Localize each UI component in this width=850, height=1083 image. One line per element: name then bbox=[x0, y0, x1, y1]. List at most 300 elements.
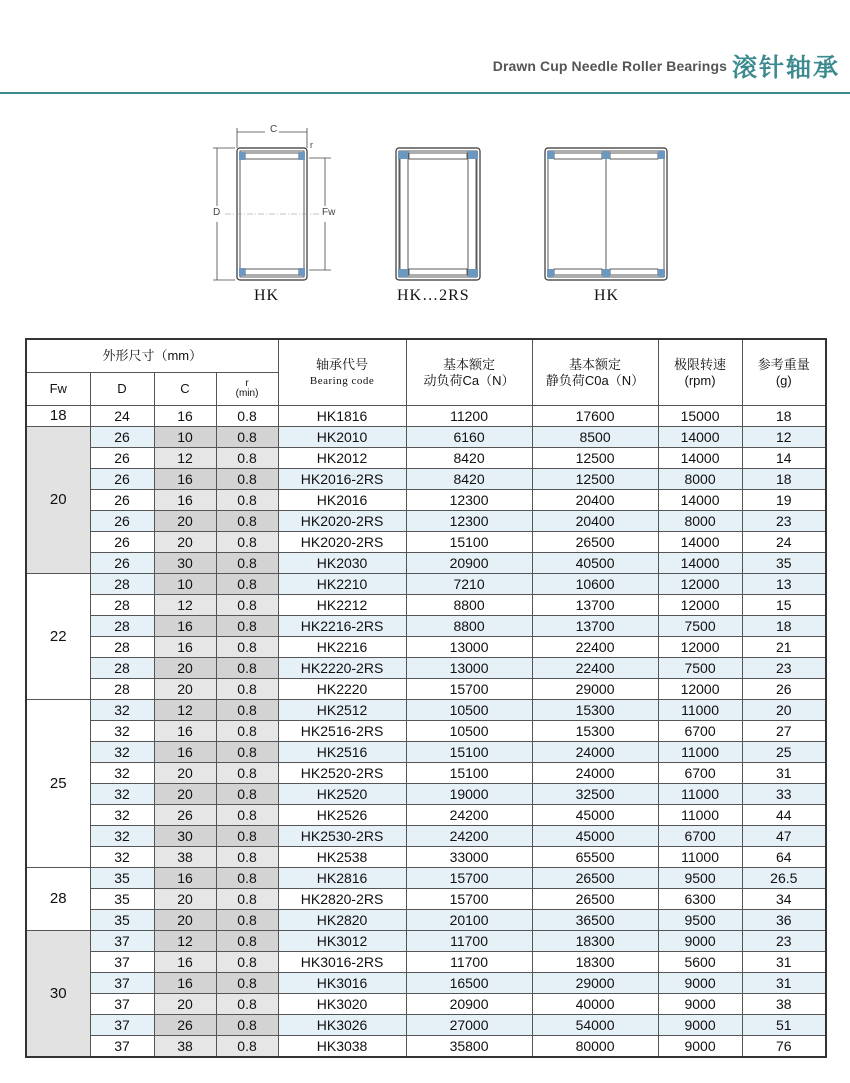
c-cell: 10 bbox=[154, 427, 216, 448]
d-cell: 28 bbox=[90, 574, 154, 595]
dynamic-load-header-l2: 动负荷Ca（N） bbox=[423, 372, 515, 388]
bearing-code-cell: HK2216 bbox=[278, 637, 406, 658]
weight-cell: 47 bbox=[742, 826, 826, 847]
d-cell: 26 bbox=[90, 511, 154, 532]
table-row bbox=[26, 406, 826, 427]
d-cell: 37 bbox=[90, 931, 154, 952]
dynamic-load-cell: 27000 bbox=[406, 1015, 532, 1036]
bearing-code-cell: HK2016-2RS bbox=[278, 469, 406, 490]
static-load-cell: 26500 bbox=[532, 889, 658, 910]
dynamic-load-cell: 12300 bbox=[406, 490, 532, 511]
bearing-code-cell: HK2816 bbox=[278, 868, 406, 889]
table-row bbox=[26, 868, 826, 889]
table-row bbox=[26, 679, 826, 700]
dynamic-load-cell: 19000 bbox=[406, 784, 532, 805]
static-load-cell: 40000 bbox=[532, 994, 658, 1015]
dynamic-load-header bbox=[406, 339, 532, 406]
dimensions-group-header: 外形尺寸（mm） bbox=[26, 339, 278, 373]
table-row bbox=[26, 637, 826, 658]
bearing-code-cell: HK2220-2RS bbox=[278, 658, 406, 679]
weight-cell: 19 bbox=[742, 490, 826, 511]
dim-fw-label: Fw bbox=[322, 207, 336, 218]
dynamic-load-cell: 33000 bbox=[406, 847, 532, 868]
d-cell: 35 bbox=[90, 889, 154, 910]
dim-c-label: C bbox=[270, 124, 278, 135]
static-load-cell: 24000 bbox=[532, 742, 658, 763]
spec-table-body bbox=[26, 406, 826, 1058]
speed-cell: 9500 bbox=[658, 868, 742, 889]
dynamic-load-cell: 24200 bbox=[406, 826, 532, 847]
bearing-code-cell: HK2012 bbox=[278, 448, 406, 469]
d-cell: 35 bbox=[90, 868, 154, 889]
d-cell: 26 bbox=[90, 532, 154, 553]
table-row bbox=[26, 826, 826, 847]
bearing-code-cell: HK2530-2RS bbox=[278, 826, 406, 847]
bearing-code-cell: HK3038 bbox=[278, 1036, 406, 1058]
table-row bbox=[26, 847, 826, 868]
dynamic-load-cell: 20100 bbox=[406, 910, 532, 931]
speed-cell: 6700 bbox=[658, 721, 742, 742]
d-cell: 32 bbox=[90, 721, 154, 742]
weight-cell: 31 bbox=[742, 952, 826, 973]
d-cell: 32 bbox=[90, 826, 154, 847]
weight-header-l2: (g) bbox=[775, 372, 792, 388]
header-title-cn: 滚针轴承 bbox=[731, 53, 840, 82]
r-cell: 0.8 bbox=[216, 595, 278, 616]
static-load-cell: 54000 bbox=[532, 1015, 658, 1036]
c-cell: 12 bbox=[154, 448, 216, 469]
d-cell: 37 bbox=[90, 994, 154, 1015]
static-load-cell: 26500 bbox=[532, 868, 658, 889]
static-load-cell: 15300 bbox=[532, 700, 658, 721]
bearing-code-header-en: Bearing code bbox=[309, 374, 375, 387]
dynamic-load-cell: 8800 bbox=[406, 595, 532, 616]
dynamic-load-cell: 13000 bbox=[406, 658, 532, 679]
static-load-cell: 13700 bbox=[532, 616, 658, 637]
speed-cell: 11000 bbox=[658, 742, 742, 763]
d-cell: 28 bbox=[90, 637, 154, 658]
speed-cell: 5600 bbox=[658, 952, 742, 973]
static-load-cell: 22400 bbox=[532, 637, 658, 658]
table-row bbox=[26, 616, 826, 637]
speed-cell: 11000 bbox=[658, 784, 742, 805]
dynamic-load-cell: 20900 bbox=[406, 994, 532, 1015]
static-load-cell: 15300 bbox=[532, 721, 658, 742]
d-cell: 37 bbox=[90, 973, 154, 994]
drawing-label-hk: HK bbox=[254, 287, 280, 304]
bearing-code-cell: HK2212 bbox=[278, 595, 406, 616]
r-cell: 0.8 bbox=[216, 1036, 278, 1058]
r-cell: 0.8 bbox=[216, 889, 278, 910]
c-cell: 16 bbox=[154, 406, 216, 427]
dynamic-load-cell: 24200 bbox=[406, 805, 532, 826]
bearing-code-cell: HK2210 bbox=[278, 574, 406, 595]
bearing-code-cell: HK2020-2RS bbox=[278, 532, 406, 553]
static-load-header-l1: 基本额定 bbox=[569, 356, 622, 372]
r-cell: 0.8 bbox=[216, 868, 278, 889]
speed-cell: 9500 bbox=[658, 910, 742, 931]
speed-cell: 6700 bbox=[658, 826, 742, 847]
fw-group-cell: 20 bbox=[26, 427, 90, 574]
r-cell: 0.8 bbox=[216, 847, 278, 868]
table-row bbox=[26, 511, 826, 532]
speed-header-l1: 极限转速 bbox=[674, 356, 727, 372]
table-row bbox=[26, 1015, 826, 1036]
r-cell: 0.8 bbox=[216, 637, 278, 658]
static-load-cell: 45000 bbox=[532, 805, 658, 826]
fw-group-cell: 30 bbox=[26, 931, 90, 1058]
table-row bbox=[26, 742, 826, 763]
c-cell: 16 bbox=[154, 469, 216, 490]
dynamic-load-cell: 15100 bbox=[406, 763, 532, 784]
static-load-cell: 40500 bbox=[532, 553, 658, 574]
bearing-code-cell: HK1816 bbox=[278, 406, 406, 427]
r-cell: 0.8 bbox=[216, 700, 278, 721]
speed-cell: 14000 bbox=[658, 427, 742, 448]
bearing-code-cell: HK3016 bbox=[278, 973, 406, 994]
bearing-code-cell: HK2538 bbox=[278, 847, 406, 868]
static-load-cell: 18300 bbox=[532, 931, 658, 952]
table-row bbox=[26, 910, 826, 931]
r-cell: 0.8 bbox=[216, 784, 278, 805]
bearing-code-cell: HK3026 bbox=[278, 1015, 406, 1036]
speed-cell: 12000 bbox=[658, 679, 742, 700]
r-cell: 0.8 bbox=[216, 469, 278, 490]
speed-cell: 14000 bbox=[658, 532, 742, 553]
c-cell: 16 bbox=[154, 742, 216, 763]
c-cell: 26 bbox=[154, 805, 216, 826]
d-cell: 37 bbox=[90, 952, 154, 973]
d-header: D bbox=[90, 373, 154, 406]
static-load-cell: 10600 bbox=[532, 574, 658, 595]
table-row bbox=[26, 658, 826, 679]
bearing-code-cell: HK2520-2RS bbox=[278, 763, 406, 784]
bearing-code-header-cn: 轴承代号 bbox=[316, 356, 369, 372]
speed-cell: 9000 bbox=[658, 1036, 742, 1058]
bearing-code-cell: HK2010 bbox=[278, 427, 406, 448]
c-cell: 16 bbox=[154, 952, 216, 973]
table-row bbox=[26, 763, 826, 784]
table-row bbox=[26, 994, 826, 1015]
speed-cell: 15000 bbox=[658, 406, 742, 427]
bearing-code-cell: HK2820 bbox=[278, 910, 406, 931]
speed-cell: 11000 bbox=[658, 700, 742, 721]
r-cell: 0.8 bbox=[216, 553, 278, 574]
weight-cell: 26 bbox=[742, 679, 826, 700]
dynamic-load-cell: 11700 bbox=[406, 952, 532, 973]
fw-group-cell: 18 bbox=[26, 406, 90, 427]
r-cell: 0.8 bbox=[216, 742, 278, 763]
weight-cell: 20 bbox=[742, 700, 826, 721]
hk-dimension-drawing bbox=[205, 118, 355, 318]
static-load-cell: 32500 bbox=[532, 784, 658, 805]
speed-cell: 9000 bbox=[658, 931, 742, 952]
dynamic-load-header-l1: 基本额定 bbox=[443, 356, 496, 372]
r-cell: 0.8 bbox=[216, 1015, 278, 1036]
dynamic-load-cell: 6160 bbox=[406, 427, 532, 448]
table-row bbox=[26, 595, 826, 616]
d-cell: 24 bbox=[90, 406, 154, 427]
r-cell: 0.8 bbox=[216, 532, 278, 553]
c-cell: 20 bbox=[154, 658, 216, 679]
static-load-cell: 12500 bbox=[532, 448, 658, 469]
weight-cell: 27 bbox=[742, 721, 826, 742]
d-cell: 37 bbox=[90, 1015, 154, 1036]
header-title-en: Drawn Cup Needle Roller Bearings bbox=[492, 58, 727, 74]
speed-cell: 8000 bbox=[658, 511, 742, 532]
weight-cell: 26.5 bbox=[742, 868, 826, 889]
speed-cell: 6300 bbox=[658, 889, 742, 910]
static-load-cell: 18300 bbox=[532, 952, 658, 973]
r-header-symbol: r bbox=[245, 378, 249, 389]
bearing-code-cell: HK2526 bbox=[278, 805, 406, 826]
weight-cell: 38 bbox=[742, 994, 826, 1015]
c-cell: 16 bbox=[154, 868, 216, 889]
weight-cell: 14 bbox=[742, 448, 826, 469]
c-cell: 38 bbox=[154, 847, 216, 868]
table-row bbox=[26, 931, 826, 952]
weight-cell: 25 bbox=[742, 742, 826, 763]
weight-cell: 21 bbox=[742, 637, 826, 658]
fw-group-cell: 25 bbox=[26, 700, 90, 868]
table-row bbox=[26, 490, 826, 511]
d-cell: 28 bbox=[90, 658, 154, 679]
c-cell: 30 bbox=[154, 553, 216, 574]
fw-header: Fw bbox=[26, 373, 90, 406]
static-load-cell: 24000 bbox=[532, 763, 658, 784]
c-cell: 30 bbox=[154, 826, 216, 847]
table-row bbox=[26, 952, 826, 973]
weight-cell: 23 bbox=[742, 658, 826, 679]
static-load-cell: 36500 bbox=[532, 910, 658, 931]
c-cell: 10 bbox=[154, 574, 216, 595]
d-cell: 28 bbox=[90, 616, 154, 637]
c-cell: 20 bbox=[154, 910, 216, 931]
drawing-label-hk-double: HK bbox=[594, 287, 620, 304]
c-header: C bbox=[154, 373, 216, 406]
speed-cell: 9000 bbox=[658, 1015, 742, 1036]
table-row bbox=[26, 427, 826, 448]
c-cell: 12 bbox=[154, 700, 216, 721]
r-cell: 0.8 bbox=[216, 511, 278, 532]
table-row bbox=[26, 973, 826, 994]
speed-cell: 14000 bbox=[658, 448, 742, 469]
c-cell: 20 bbox=[154, 532, 216, 553]
speed-cell: 7500 bbox=[658, 616, 742, 637]
r-cell: 0.8 bbox=[216, 973, 278, 994]
table-row bbox=[26, 700, 826, 721]
speed-header-l2: (rpm) bbox=[684, 372, 716, 388]
d-cell: 32 bbox=[90, 700, 154, 721]
static-load-cell: 8500 bbox=[532, 427, 658, 448]
r-cell: 0.8 bbox=[216, 427, 278, 448]
r-cell: 0.8 bbox=[216, 994, 278, 1015]
bearing-code-cell: HK2512 bbox=[278, 700, 406, 721]
d-cell: 28 bbox=[90, 679, 154, 700]
weight-cell: 18 bbox=[742, 406, 826, 427]
bearing-code-cell: HK2820-2RS bbox=[278, 889, 406, 910]
drawing-label-hk-2rs: HK…2RS bbox=[397, 287, 470, 304]
c-cell: 38 bbox=[154, 1036, 216, 1058]
c-cell: 20 bbox=[154, 679, 216, 700]
static-load-header bbox=[532, 339, 658, 406]
static-load-cell: 20400 bbox=[532, 511, 658, 532]
c-cell: 20 bbox=[154, 784, 216, 805]
table-row bbox=[26, 784, 826, 805]
d-cell: 28 bbox=[90, 595, 154, 616]
bearing-spec-table bbox=[25, 338, 827, 1058]
r-cell: 0.8 bbox=[216, 679, 278, 700]
weight-cell: 23 bbox=[742, 511, 826, 532]
c-cell: 20 bbox=[154, 511, 216, 532]
weight-cell: 18 bbox=[742, 616, 826, 637]
speed-header bbox=[658, 339, 742, 406]
fw-group-cell: 22 bbox=[26, 574, 90, 700]
table-row bbox=[26, 448, 826, 469]
page-header bbox=[0, 0, 850, 94]
r-cell: 0.8 bbox=[216, 826, 278, 847]
speed-cell: 9000 bbox=[658, 994, 742, 1015]
r-cell: 0.8 bbox=[216, 490, 278, 511]
static-load-cell: 45000 bbox=[532, 826, 658, 847]
speed-cell: 7500 bbox=[658, 658, 742, 679]
weight-header bbox=[742, 339, 826, 406]
speed-cell: 12000 bbox=[658, 637, 742, 658]
r-cell: 0.8 bbox=[216, 910, 278, 931]
weight-cell: 51 bbox=[742, 1015, 826, 1036]
bearing-code-header bbox=[278, 339, 406, 406]
dynamic-load-cell: 13000 bbox=[406, 637, 532, 658]
d-cell: 26 bbox=[90, 490, 154, 511]
bearing-code-cell: HK3016-2RS bbox=[278, 952, 406, 973]
static-load-cell: 29000 bbox=[532, 973, 658, 994]
bearing-code-cell: HK2516-2RS bbox=[278, 721, 406, 742]
dynamic-load-cell: 8420 bbox=[406, 448, 532, 469]
static-load-cell: 20400 bbox=[532, 490, 658, 511]
weight-cell: 13 bbox=[742, 574, 826, 595]
dynamic-load-cell: 10500 bbox=[406, 700, 532, 721]
static-load-cell: 26500 bbox=[532, 532, 658, 553]
weight-cell: 44 bbox=[742, 805, 826, 826]
bearing-code-cell: HK2516 bbox=[278, 742, 406, 763]
weight-cell: 34 bbox=[742, 889, 826, 910]
c-cell: 16 bbox=[154, 973, 216, 994]
static-load-header-l2: 静负荷C0a（N） bbox=[545, 372, 645, 388]
speed-cell: 11000 bbox=[658, 805, 742, 826]
dim-d-label: D bbox=[213, 207, 221, 218]
r-cell: 0.8 bbox=[216, 658, 278, 679]
speed-cell: 6700 bbox=[658, 763, 742, 784]
weight-cell: 12 bbox=[742, 427, 826, 448]
table-row bbox=[26, 469, 826, 490]
static-load-cell: 29000 bbox=[532, 679, 658, 700]
r-cell: 0.8 bbox=[216, 931, 278, 952]
dynamic-load-cell: 11700 bbox=[406, 931, 532, 952]
weight-cell: 76 bbox=[742, 1036, 826, 1058]
d-cell: 26 bbox=[90, 448, 154, 469]
r-cell: 0.8 bbox=[216, 448, 278, 469]
d-cell: 32 bbox=[90, 763, 154, 784]
c-cell: 16 bbox=[154, 721, 216, 742]
bearing-code-cell: HK2030 bbox=[278, 553, 406, 574]
dynamic-load-cell: 8420 bbox=[406, 469, 532, 490]
d-cell: 37 bbox=[90, 1036, 154, 1058]
speed-cell: 14000 bbox=[658, 490, 742, 511]
weight-cell: 15 bbox=[742, 595, 826, 616]
dynamic-load-cell: 7210 bbox=[406, 574, 532, 595]
c-cell: 16 bbox=[154, 616, 216, 637]
c-cell: 16 bbox=[154, 637, 216, 658]
weight-cell: 24 bbox=[742, 532, 826, 553]
static-load-cell: 12500 bbox=[532, 469, 658, 490]
r-header bbox=[216, 373, 278, 406]
r-header-min: (min) bbox=[235, 388, 259, 399]
d-cell: 32 bbox=[90, 805, 154, 826]
c-cell: 20 bbox=[154, 889, 216, 910]
speed-cell: 14000 bbox=[658, 553, 742, 574]
static-load-cell: 17600 bbox=[532, 406, 658, 427]
bearing-code-cell: HK2016 bbox=[278, 490, 406, 511]
r-cell: 0.8 bbox=[216, 616, 278, 637]
weight-cell: 23 bbox=[742, 931, 826, 952]
dynamic-load-cell: 15100 bbox=[406, 742, 532, 763]
d-cell: 26 bbox=[90, 427, 154, 448]
weight-cell: 18 bbox=[742, 469, 826, 490]
dynamic-load-cell: 35800 bbox=[406, 1036, 532, 1058]
bearing-code-cell: HK2020-2RS bbox=[278, 511, 406, 532]
dynamic-load-cell: 11200 bbox=[406, 406, 532, 427]
weight-cell: 64 bbox=[742, 847, 826, 868]
d-cell: 32 bbox=[90, 784, 154, 805]
speed-cell: 9000 bbox=[658, 973, 742, 994]
dynamic-load-cell: 15700 bbox=[406, 889, 532, 910]
dynamic-load-cell: 10500 bbox=[406, 721, 532, 742]
r-cell: 0.8 bbox=[216, 406, 278, 427]
weight-cell: 31 bbox=[742, 763, 826, 784]
d-cell: 32 bbox=[90, 742, 154, 763]
dynamic-load-cell: 15700 bbox=[406, 868, 532, 889]
d-cell: 26 bbox=[90, 553, 154, 574]
table-row bbox=[26, 553, 826, 574]
r-cell: 0.8 bbox=[216, 574, 278, 595]
bearing-code-cell: HK3020 bbox=[278, 994, 406, 1015]
c-cell: 26 bbox=[154, 1015, 216, 1036]
c-cell: 12 bbox=[154, 931, 216, 952]
speed-cell: 12000 bbox=[658, 595, 742, 616]
weight-cell: 36 bbox=[742, 910, 826, 931]
static-load-cell: 13700 bbox=[532, 595, 658, 616]
fw-group-cell: 28 bbox=[26, 868, 90, 931]
static-load-cell: 80000 bbox=[532, 1036, 658, 1058]
static-load-cell: 22400 bbox=[532, 658, 658, 679]
bearing-code-cell: HK3012 bbox=[278, 931, 406, 952]
dynamic-load-cell: 15700 bbox=[406, 679, 532, 700]
weight-cell: 33 bbox=[742, 784, 826, 805]
weight-cell: 31 bbox=[742, 973, 826, 994]
dynamic-load-cell: 12300 bbox=[406, 511, 532, 532]
r-cell: 0.8 bbox=[216, 721, 278, 742]
c-cell: 12 bbox=[154, 595, 216, 616]
weight-header-l1: 参考重量 bbox=[757, 356, 810, 372]
dynamic-load-cell: 15100 bbox=[406, 532, 532, 553]
r-cell: 0.8 bbox=[216, 805, 278, 826]
c-cell: 20 bbox=[154, 994, 216, 1015]
table-row bbox=[26, 532, 826, 553]
dynamic-load-cell: 20900 bbox=[406, 553, 532, 574]
table-row bbox=[26, 574, 826, 595]
table-row bbox=[26, 1036, 826, 1058]
dim-r-label: r bbox=[310, 140, 313, 150]
